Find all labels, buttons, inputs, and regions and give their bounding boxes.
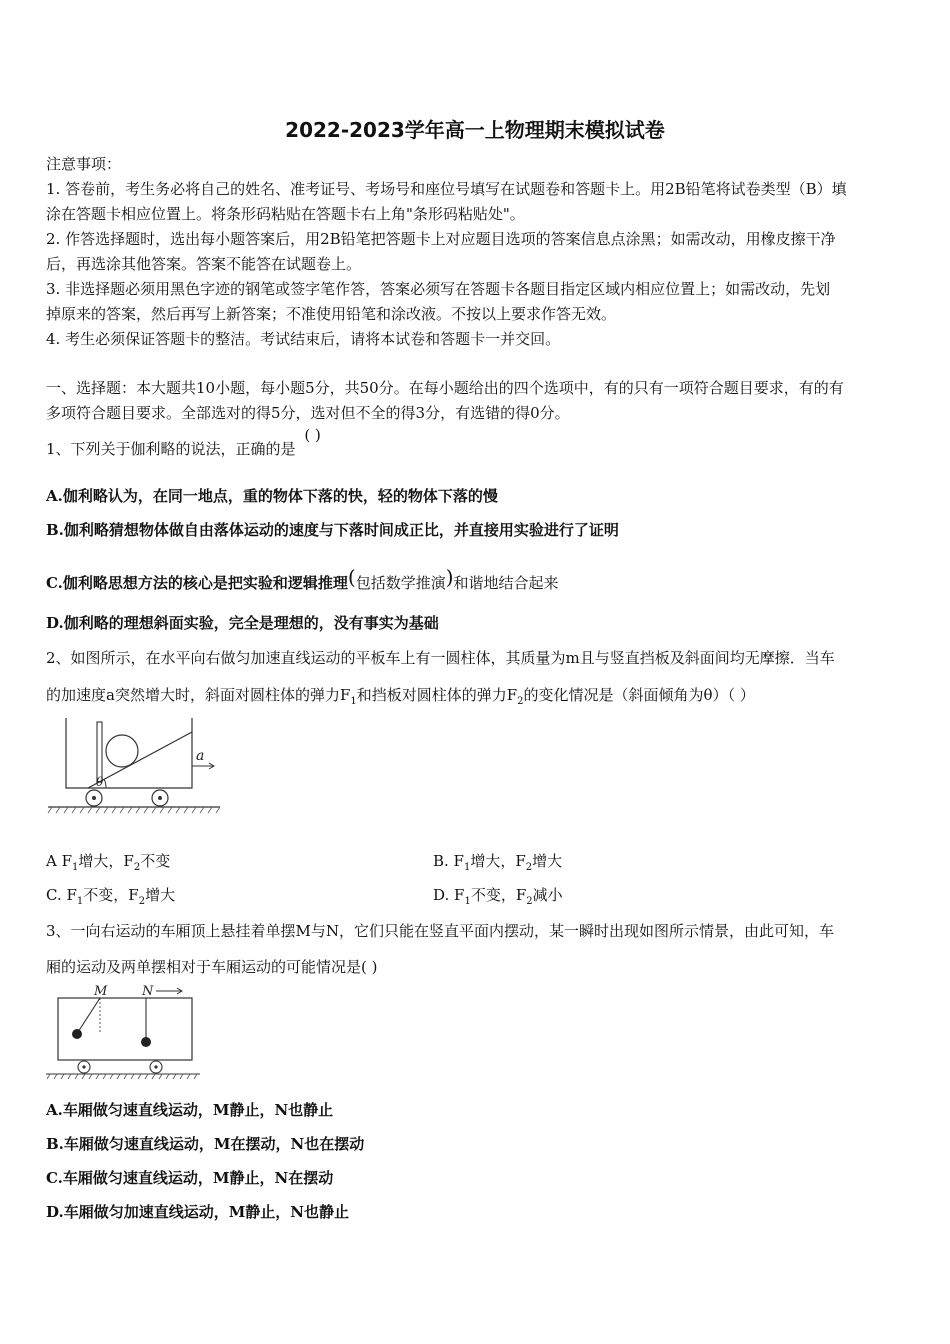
q2-stem-2 xyxy=(46,684,755,707)
q2-cart-figure xyxy=(44,712,224,818)
notice-line-3: 2. 作答选择题时，选出每小题答案后，用2B铅笔把答题卡上对应题目选项的答案信息点涂黑；如需改动，用橡皮擦干净 xyxy=(46,230,836,248)
q1-stem: 1、下列关于伽利略的说法，正确的是 xyxy=(46,440,296,458)
q2-option-d-sub2: 2 xyxy=(526,896,533,907)
q3-stem-1: 3、一向右运动的车厢顶上悬挂着单摆M与N，它们只能在竖直平面内摆动，某一瞬时出现如图所示情景，由此可知，车 xyxy=(46,922,835,940)
q2-option-c-pre: C. F xyxy=(46,886,77,904)
q2-option-a-mid: 增大，F xyxy=(78,852,134,870)
q3-option-b: B.车厢做匀速直线运动，M在摆动，N也在摆动 xyxy=(46,1135,365,1153)
q2-option-a xyxy=(46,850,170,873)
q1-option-c-rparen: ) xyxy=(445,565,454,589)
q1-option-c xyxy=(46,565,559,593)
notice-line-4: 后，再选涂其他答案。答案不能答在试题卷上。 xyxy=(46,255,362,273)
q2-option-d-mid: 不变，F xyxy=(470,886,527,904)
q1-option-c-lparen: ( xyxy=(347,565,356,589)
q1-option-c-post: 和谐地结合起来 xyxy=(453,574,559,592)
notice-line-1: 1. 答卷前，考生务必将自己的姓名、准考证号、考场号和座位号填写在试题卷和答题卡上。用2B铅笔将试卷类型（B）填 xyxy=(46,180,847,198)
q2-option-c-sub1: 1 xyxy=(76,896,84,907)
q2-stem-2b: 和挡板对圆柱体的弹力F xyxy=(356,686,518,704)
q3-carriage-figure xyxy=(44,982,204,1080)
q2-option-b xyxy=(433,850,562,873)
q2-stem-2c: 的变化情况是（斜面倾角为θ）（ ） xyxy=(523,686,755,704)
q3-label-n: N xyxy=(142,984,154,999)
q3-option-a: A.车厢做匀速直线运动，M静止，N也静止 xyxy=(46,1101,334,1119)
notice-line-7: 4. 考生必须保证答题卡的整洁。考试结束后，请将本试卷和答题卡一并交回。 xyxy=(46,330,561,348)
q2-option-d-pre: D. F xyxy=(433,886,465,904)
q3-pendulum-n-bob xyxy=(141,1037,151,1047)
q2-option-d xyxy=(433,884,563,907)
q1-option-d: D.伽利略的理想斜面实验，完全是理想的，没有事实为基础 xyxy=(46,614,439,632)
section-intro-1: 一、选择题：本大题共10小题，每小题5分，共50分。在每小题给出的四个选项中，有的只有一项符合题目要求，有的有 xyxy=(46,379,844,397)
q3-option-c: C.车厢做匀速直线运动，M静止，N在摆动 xyxy=(46,1169,334,1187)
q2-option-b-post: 增大 xyxy=(532,852,563,870)
q3-pendulum-m-bob xyxy=(72,1029,82,1039)
q2-option-c xyxy=(46,884,175,907)
q1-option-a: A.伽利略认为，在同一地点，重的物体下落的快，轻的物体下落的慢 xyxy=(46,487,498,505)
q1-answer-blank: ( ) xyxy=(304,426,321,444)
q2-stem-sub2: 2 xyxy=(517,696,524,707)
q2-option-d-post: 减小 xyxy=(532,886,563,904)
q2-option-a-pre: A F xyxy=(46,852,73,870)
notice-line-6: 掉原来的答案，然后再写上新答案；不准使用铅笔和涂改液。不按以上要求作答无效。 xyxy=(46,305,617,323)
q2-stem-1: 2、如图所示，在水平向右做匀加速直线运动的平板车上有一圆柱体，其质量为m且与竖直挡板及斜面间均无摩擦．当车 xyxy=(46,649,835,667)
q2-option-a-post: 不变 xyxy=(140,852,171,870)
q2-option-a-sub1: 1 xyxy=(72,862,79,873)
q2-theta-label: θ xyxy=(96,775,104,789)
q2-option-c-sub2: 2 xyxy=(138,896,146,907)
notice-line-5: 3. 非选择题必须用黑色字迹的钢笔或签字笔作答，答案必须写在答题卡各题目指定区域内相应位置上；如需改动，先划 xyxy=(46,280,831,298)
q2-stem-sub1: 1 xyxy=(350,696,357,707)
q2-option-b-sub1: 1 xyxy=(463,862,471,873)
q2-accel-label: a xyxy=(196,748,205,764)
q2-option-b-sub2: 2 xyxy=(525,862,533,873)
q1-option-b: B.伽利略猜想物体做自由落体运动的速度与下落时间成正比，并直接用实验进行了证明 xyxy=(46,521,619,539)
q3-option-d: D.车厢做匀加速直线运动，M静止，N也静止 xyxy=(46,1203,350,1221)
q2-option-a-sub2: 2 xyxy=(133,862,141,873)
q2-stem-2a: 的加速度a突然增大时，斜面对圆柱体的弹力F xyxy=(46,686,351,704)
q2-option-c-post: 增大 xyxy=(145,886,176,904)
q3-label-m: M xyxy=(94,984,108,999)
q2-option-c-mid: 不变，F xyxy=(83,886,139,904)
q1-stem-line xyxy=(46,426,321,459)
page-title: 2022-2023学年高一上物理期末模拟试卷 xyxy=(285,118,665,142)
q1-option-c-pre: C.伽利略思想方法的核心是把实验和逻辑推理 xyxy=(46,574,348,592)
section-intro-2: 多项符合题目要求。全部选对的得5分，选对但不全的得3分，有选错的得0分。 xyxy=(46,404,570,422)
notice-heading: 注意事项： xyxy=(46,155,122,173)
q2-option-d-sub1: 1 xyxy=(464,896,471,907)
q1-option-c-mid: 包括数学推演 xyxy=(355,574,446,592)
q2-option-b-pre: B. F xyxy=(433,852,464,870)
notice-line-2: 涂在答题卡相应位置上。将条形码粘贴在答题卡右上角"条形码粘贴处"。 xyxy=(46,205,525,223)
q2-option-b-mid: 增大，F xyxy=(470,852,526,870)
q3-stem-2: 厢的运动及两单摆相对于车厢运动的可能情况是( ) xyxy=(46,958,378,976)
